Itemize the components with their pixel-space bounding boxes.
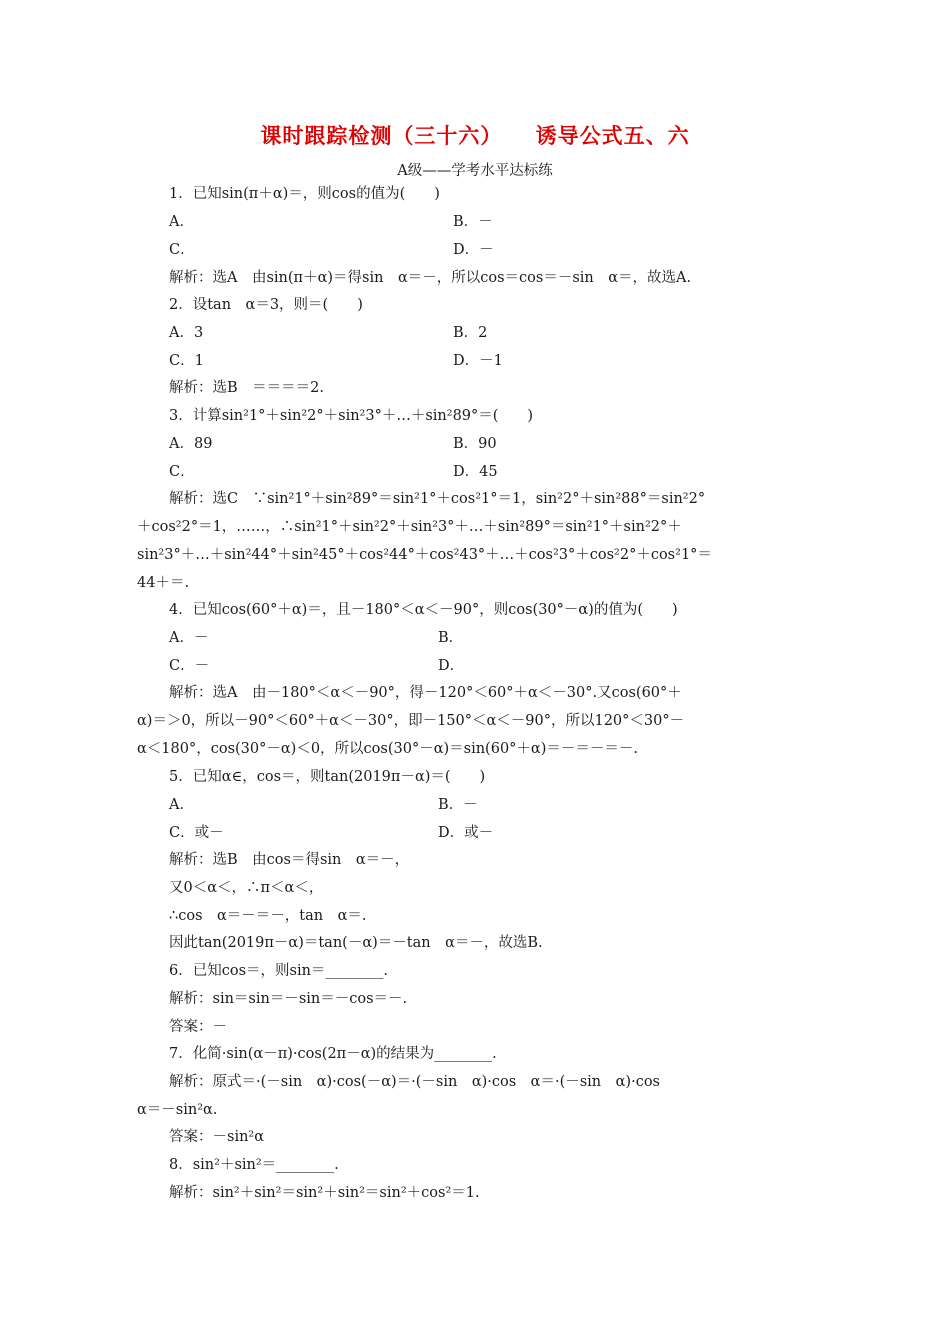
solution-4-line-1: 解析：选A 由－180°＜α＜－90°，得－120°＜60°＋α＜－30°.又cos(60°＋: [169, 685, 682, 701]
option-1b: B．－: [453, 214, 493, 230]
option-5c: C．或－: [169, 825, 224, 841]
solution-5-line-2: 又0＜α＜，∴π＜α＜，: [169, 880, 324, 896]
question-5: 5．已知α∈，cos＝，则tan(2019π－α)＝( ): [169, 769, 486, 785]
question-7: 7．化简·sin(α－π)·cos(2π－α)的结果为________.: [169, 1046, 497, 1062]
option-3d: D．45: [453, 464, 498, 480]
answer-6: 答案：－: [169, 1019, 227, 1035]
solution-6: 解析：sin＝sin＝－sin＝－cos＝－.: [169, 991, 408, 1007]
option-5a: A．: [169, 797, 194, 813]
option-3b: B．90: [453, 436, 497, 452]
option-4b: B．: [438, 630, 464, 646]
solution-4-line-2: α)＝＞0，所以－90°＜60°＋α＜－30°，即－150°＜α＜－90°，所以120°＜30°－: [137, 713, 685, 729]
page-title: 课时跟踪检测（三十六） 诱导公式五、六: [260, 124, 690, 148]
solution-1: 解析：选A 由sin(π＋α)＝得sin α＝－，所以cos＝cos＝－sin α＝，故选A.: [169, 270, 692, 286]
option-4d: D．: [438, 658, 465, 674]
question-6: 6．已知cos＝，则sin＝________.: [169, 963, 389, 979]
option-1a: A．: [169, 214, 194, 230]
option-4a: A．－: [169, 630, 209, 646]
solution-5-line-4: 因此tan(2019π－α)＝tan(－α)＝－tan α＝－，故选B.: [169, 935, 543, 951]
solution-4-line-3: α＜180°，cos(30°－α)＜0，所以cos(30°－α)＝sin(60°＋α)＝－＝－＝－.: [137, 741, 638, 757]
solution-7-line-1: 解析：原式＝·(－sin α)·cos(－α)＝·(－sin α)·cos α＝·(－sin α)·cos: [169, 1074, 660, 1090]
question-8: 8．sin²＋sin²＝________.: [169, 1157, 339, 1173]
solution-3-line-3: sin²3°＋…＋sin²44°＋sin²45°＋cos²44°＋cos²43°＋…＋cos²3°＋cos²2°＋cos²1°＝: [137, 547, 712, 563]
solution-7-line-2: α＝－sin²α.: [137, 1102, 218, 1118]
option-5b: B．－: [438, 797, 478, 813]
question-2: 2．设tan α＝3，则＝( ): [169, 297, 363, 313]
answer-7: 答案：－sin²α: [169, 1129, 265, 1145]
solution-2: 解析：选B ＝＝＝＝2.: [169, 380, 324, 396]
option-2a: A．3: [169, 325, 204, 341]
option-2b: B．2: [453, 325, 488, 341]
option-5d: D．或－: [438, 825, 494, 841]
solution-5-line-1: 解析：选B 由cos＝得sin α＝－，: [169, 852, 410, 868]
option-3a: A．89: [169, 436, 213, 452]
question-1: 1．已知sin(π＋α)＝，则cos的值为( ): [169, 186, 440, 202]
solution-3-line-2: ＋cos²2°＝1，……，∴sin²1°＋sin²2°＋sin²3°＋…＋sin²89°＝sin²1°＋sin²2°＋: [137, 519, 682, 535]
option-1d: D．－: [453, 242, 494, 258]
question-3: 3．计算sin²1°＋sin²2°＋sin²3°＋…＋sin²89°＝( ): [169, 408, 534, 424]
option-4c: C．－: [169, 658, 210, 674]
question-4: 4．已知cos(60°＋α)＝，且－180°＜α＜－90°，则cos(30°－α)的值为( ): [169, 602, 678, 618]
solution-3-line-1: 解析：选C ∵sin²1°＋sin²89°＝sin²1°＋cos²1°＝1，sin²2°＋sin²88°＝sin²2°: [169, 491, 706, 507]
section-subtitle: A级——学考水平达标练: [397, 163, 553, 179]
option-1c: C．: [169, 242, 195, 258]
solution-5-line-3: ∴cos α＝－＝－，tan α＝.: [169, 908, 367, 924]
option-2c: C．1: [169, 353, 204, 369]
option-2d: D．－1: [453, 353, 503, 369]
option-3c: C．: [169, 464, 195, 480]
solution-8: 解析：sin²＋sin²＝sin²＋sin²＝sin²＋cos²＝1.: [169, 1185, 480, 1201]
solution-3-line-4: 44＋＝.: [137, 575, 190, 591]
